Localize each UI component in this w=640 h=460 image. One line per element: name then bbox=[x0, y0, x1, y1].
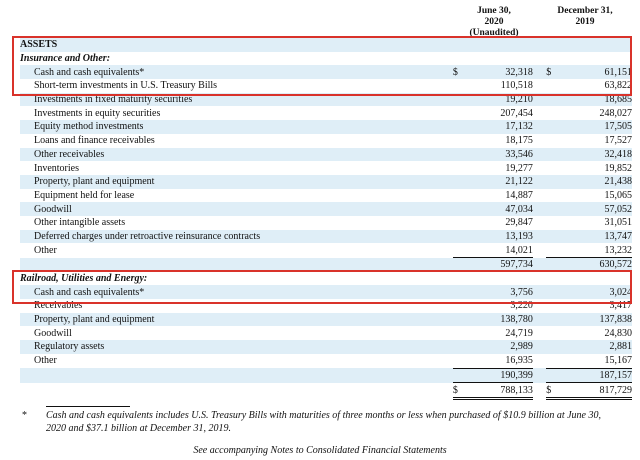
currency-symbol bbox=[453, 230, 467, 244]
currency-symbol bbox=[453, 368, 467, 383]
value-june-2020: 32,318 bbox=[467, 65, 533, 79]
table-row bbox=[20, 106, 632, 120]
column-gap bbox=[533, 202, 546, 216]
value-june-2020: 19,210 bbox=[467, 93, 533, 107]
table-row bbox=[20, 368, 632, 383]
column-header-dec-2019 bbox=[543, 6, 627, 41]
currency-symbol bbox=[546, 313, 560, 327]
value-dec-2019: 18,685 bbox=[560, 93, 632, 107]
column-gap bbox=[533, 285, 546, 299]
value-june-2020: 33,546 bbox=[467, 148, 533, 162]
value-dec-2019: 63,822 bbox=[604, 80, 632, 92]
table-row bbox=[20, 313, 632, 327]
value-june-2020: 14,887 bbox=[505, 189, 533, 201]
row-label: Other intangible assets bbox=[34, 217, 126, 229]
row-label: Cash and cash equivalents* bbox=[20, 65, 453, 79]
column-header-line: (Unaudited) bbox=[469, 28, 519, 38]
column-gap bbox=[533, 272, 546, 286]
row-label: Investments in fixed maturity securities bbox=[20, 93, 453, 107]
currency-symbol bbox=[546, 216, 560, 230]
currency-symbol bbox=[546, 326, 560, 340]
value-dec-2019: 17,505 bbox=[560, 120, 632, 134]
currency-symbol bbox=[546, 161, 560, 175]
currency-symbol bbox=[453, 272, 467, 286]
currency-symbol bbox=[546, 148, 560, 162]
table-row bbox=[20, 148, 632, 162]
currency-symbol bbox=[546, 202, 560, 216]
value-dec-2019: 15,167 bbox=[604, 355, 632, 367]
currency-symbol bbox=[453, 175, 467, 189]
column-gap bbox=[533, 216, 546, 230]
value-june-2020: 138,780 bbox=[467, 313, 533, 327]
row-label bbox=[20, 383, 453, 399]
currency-symbol bbox=[453, 313, 467, 327]
value-june-2020 bbox=[467, 38, 533, 52]
value-june-2020: 190,399 bbox=[467, 368, 533, 383]
table-row bbox=[20, 230, 632, 244]
currency-symbol bbox=[453, 326, 467, 340]
row-label: Regulatory assets bbox=[20, 340, 453, 354]
currency-symbol bbox=[546, 354, 560, 368]
column-gap bbox=[533, 52, 546, 66]
row-label bbox=[20, 368, 453, 383]
currency-symbol bbox=[453, 216, 467, 230]
table-row bbox=[20, 79, 632, 93]
row-label: Property, plant and equipment bbox=[20, 175, 453, 189]
row-label: Property, plant and equipment bbox=[20, 313, 453, 327]
value-june-2020: 13,193 bbox=[467, 230, 533, 244]
row-label: Goodwill bbox=[34, 327, 72, 339]
currency-symbol bbox=[546, 52, 560, 66]
value-june-2020: 16,935 bbox=[505, 355, 533, 367]
table-row bbox=[20, 243, 632, 257]
column-header-line: 2019 bbox=[575, 17, 595, 27]
value-dec-2019: 630,572 bbox=[560, 258, 632, 272]
row-label: Short-term investments in U.S. Treasury Bills bbox=[34, 80, 218, 92]
currency-symbol bbox=[453, 340, 467, 354]
column-gap bbox=[533, 189, 546, 203]
column-gap bbox=[533, 313, 546, 327]
table-row bbox=[20, 65, 632, 79]
currency-symbol bbox=[546, 38, 560, 52]
table-row bbox=[20, 202, 632, 216]
currency-symbol bbox=[453, 189, 467, 203]
value-dec-2019: 32,418 bbox=[560, 148, 632, 162]
value-june-2020: 3,756 bbox=[467, 285, 533, 299]
currency-symbol bbox=[453, 120, 467, 134]
currency-symbol bbox=[546, 93, 560, 107]
column-gap bbox=[533, 243, 546, 257]
value-june-2020: 3,220 bbox=[510, 300, 533, 312]
value-june-2020: 2,989 bbox=[467, 340, 533, 354]
column-gap bbox=[533, 120, 546, 134]
value-dec-2019: 19,852 bbox=[604, 162, 632, 174]
value-dec-2019: 3,417 bbox=[609, 300, 632, 312]
row-label: Equipment held for lease bbox=[34, 189, 135, 201]
footnote-rule bbox=[46, 406, 130, 407]
row-label: Railroad, Utilities and Energy: bbox=[20, 273, 148, 285]
column-gap bbox=[533, 383, 546, 399]
column-header-line: December 31, bbox=[557, 6, 613, 16]
column-gap bbox=[533, 38, 546, 52]
value-dec-2019: 2,881 bbox=[560, 340, 632, 354]
column-header-june-2020 bbox=[455, 6, 533, 41]
footnote-text: Cash and cash equivalents includes U.S. Treasury Bills with maturities of three months or less when purchased of $10.9 billion at June 30, 2020 and $37.1 billion at December 31, 2019. bbox=[46, 410, 601, 434]
currency-symbol: $ bbox=[453, 383, 467, 399]
table-row bbox=[20, 285, 632, 299]
currency-symbol bbox=[546, 134, 560, 148]
column-gap bbox=[533, 134, 546, 148]
table-row bbox=[20, 134, 632, 148]
currency-symbol bbox=[453, 134, 467, 148]
row-label: Equity method investments bbox=[20, 120, 453, 134]
table-row bbox=[20, 38, 632, 52]
value-june-2020: 207,454 bbox=[500, 107, 533, 119]
value-dec-2019: 817,729 bbox=[560, 383, 632, 399]
currency-symbol bbox=[453, 93, 467, 107]
row-label: Other receivables bbox=[20, 148, 453, 162]
currency-symbol bbox=[453, 79, 467, 93]
value-dec-2019: 17,527 bbox=[604, 135, 632, 147]
column-gap bbox=[533, 175, 546, 189]
table-row bbox=[20, 258, 632, 272]
value-june-2020: 597,734 bbox=[467, 258, 533, 272]
column-gap bbox=[533, 354, 546, 368]
table-row bbox=[20, 216, 632, 230]
value-dec-2019: 61,151 bbox=[560, 65, 632, 79]
row-label bbox=[20, 258, 453, 272]
currency-symbol: $ bbox=[453, 65, 467, 79]
value-dec-2019: 24,830 bbox=[604, 327, 632, 339]
row-label: Inventories bbox=[34, 162, 79, 174]
column-header-line: 2020 bbox=[484, 17, 504, 27]
row-label: Loans and finance receivables bbox=[34, 135, 155, 147]
value-dec-2019: 21,438 bbox=[560, 175, 632, 189]
currency-symbol bbox=[546, 79, 560, 93]
currency-symbol bbox=[546, 340, 560, 354]
value-june-2020: 18,175 bbox=[505, 135, 533, 147]
table-row bbox=[20, 340, 632, 354]
value-dec-2019: 137,838 bbox=[560, 313, 632, 327]
table-row bbox=[20, 383, 632, 399]
currency-symbol bbox=[453, 354, 467, 368]
currency-symbol bbox=[453, 285, 467, 299]
value-june-2020: 21,122 bbox=[467, 175, 533, 189]
value-dec-2019: 15,065 bbox=[604, 189, 632, 201]
row-label: ASSETS bbox=[20, 38, 453, 52]
balance-sheet-table bbox=[20, 38, 632, 400]
value-dec-2019: 31,051 bbox=[604, 217, 632, 229]
currency-symbol bbox=[546, 368, 560, 383]
table-row bbox=[20, 326, 632, 340]
value-june-2020 bbox=[467, 52, 533, 66]
table-row bbox=[20, 161, 632, 175]
table-row bbox=[20, 52, 632, 66]
value-dec-2019: 248,027 bbox=[599, 107, 632, 119]
column-gap bbox=[533, 299, 546, 313]
column-header-line: June 30, bbox=[477, 6, 511, 16]
currency-symbol bbox=[453, 258, 467, 272]
table-row bbox=[20, 189, 632, 203]
table-row bbox=[20, 354, 632, 368]
table-row bbox=[20, 120, 632, 134]
currency-symbol bbox=[453, 38, 467, 52]
currency-symbol bbox=[546, 189, 560, 203]
value-dec-2019 bbox=[560, 38, 632, 52]
value-dec-2019: 57,052 bbox=[560, 202, 632, 216]
value-dec-2019: 187,157 bbox=[560, 368, 632, 383]
table-row bbox=[20, 299, 632, 313]
column-gap bbox=[533, 148, 546, 162]
value-june-2020: 24,719 bbox=[505, 327, 533, 339]
currency-symbol bbox=[546, 299, 560, 313]
value-dec-2019: 13,232 bbox=[604, 244, 632, 256]
currency-symbol bbox=[546, 120, 560, 134]
row-label: Insurance and Other: bbox=[20, 53, 111, 65]
currency-symbol bbox=[546, 230, 560, 244]
value-june-2020 bbox=[467, 272, 533, 286]
currency-symbol: $ bbox=[546, 65, 560, 79]
column-gap bbox=[533, 93, 546, 107]
value-june-2020: 47,034 bbox=[467, 202, 533, 216]
currency-symbol bbox=[546, 243, 560, 257]
column-gap bbox=[533, 368, 546, 383]
column-gap bbox=[533, 79, 546, 93]
currency-symbol bbox=[453, 243, 467, 257]
table-row bbox=[20, 93, 632, 107]
row-label: Goodwill bbox=[20, 202, 453, 216]
value-june-2020: 788,133 bbox=[467, 383, 533, 399]
currency-symbol bbox=[453, 148, 467, 162]
column-gap bbox=[533, 65, 546, 79]
currency-symbol bbox=[546, 175, 560, 189]
row-label: Investments in equity securities bbox=[34, 107, 161, 119]
column-gap bbox=[533, 340, 546, 354]
column-gap bbox=[533, 258, 546, 272]
table-row bbox=[20, 272, 632, 286]
currency-symbol bbox=[546, 272, 560, 286]
balance-sheet-body bbox=[20, 38, 632, 398]
table-row bbox=[20, 175, 632, 189]
value-june-2020: 29,847 bbox=[505, 217, 533, 229]
column-gap bbox=[533, 161, 546, 175]
column-gap bbox=[533, 106, 546, 120]
currency-symbol bbox=[453, 106, 467, 120]
footnote-marker: * bbox=[22, 410, 27, 421]
column-gap bbox=[533, 230, 546, 244]
currency-symbol bbox=[453, 202, 467, 216]
currency-symbol bbox=[453, 52, 467, 66]
value-dec-2019 bbox=[560, 52, 632, 66]
currency-symbol bbox=[546, 106, 560, 120]
currency-symbol bbox=[453, 161, 467, 175]
currency-symbol bbox=[546, 258, 560, 272]
value-june-2020: 19,277 bbox=[505, 162, 533, 174]
value-dec-2019: 13,747 bbox=[560, 230, 632, 244]
row-label: Cash and cash equivalents* bbox=[20, 285, 453, 299]
currency-symbol bbox=[453, 299, 467, 313]
currency-symbol bbox=[546, 285, 560, 299]
value-dec-2019 bbox=[560, 272, 632, 286]
value-june-2020: 14,021 bbox=[505, 244, 533, 256]
value-june-2020: 110,518 bbox=[500, 80, 533, 92]
row-label: Deferred charges under retroactive reinsurance contracts bbox=[20, 230, 453, 244]
row-label: Other bbox=[34, 244, 57, 256]
value-dec-2019: 3,024 bbox=[560, 285, 632, 299]
row-label: Receivables bbox=[34, 300, 83, 312]
currency-symbol: $ bbox=[546, 383, 560, 399]
notes-reference: See accompanying Notes to Consolidated Financial Statements bbox=[193, 445, 447, 456]
row-label: Other bbox=[34, 355, 57, 367]
column-gap bbox=[533, 326, 546, 340]
value-june-2020: 17,132 bbox=[467, 120, 533, 134]
